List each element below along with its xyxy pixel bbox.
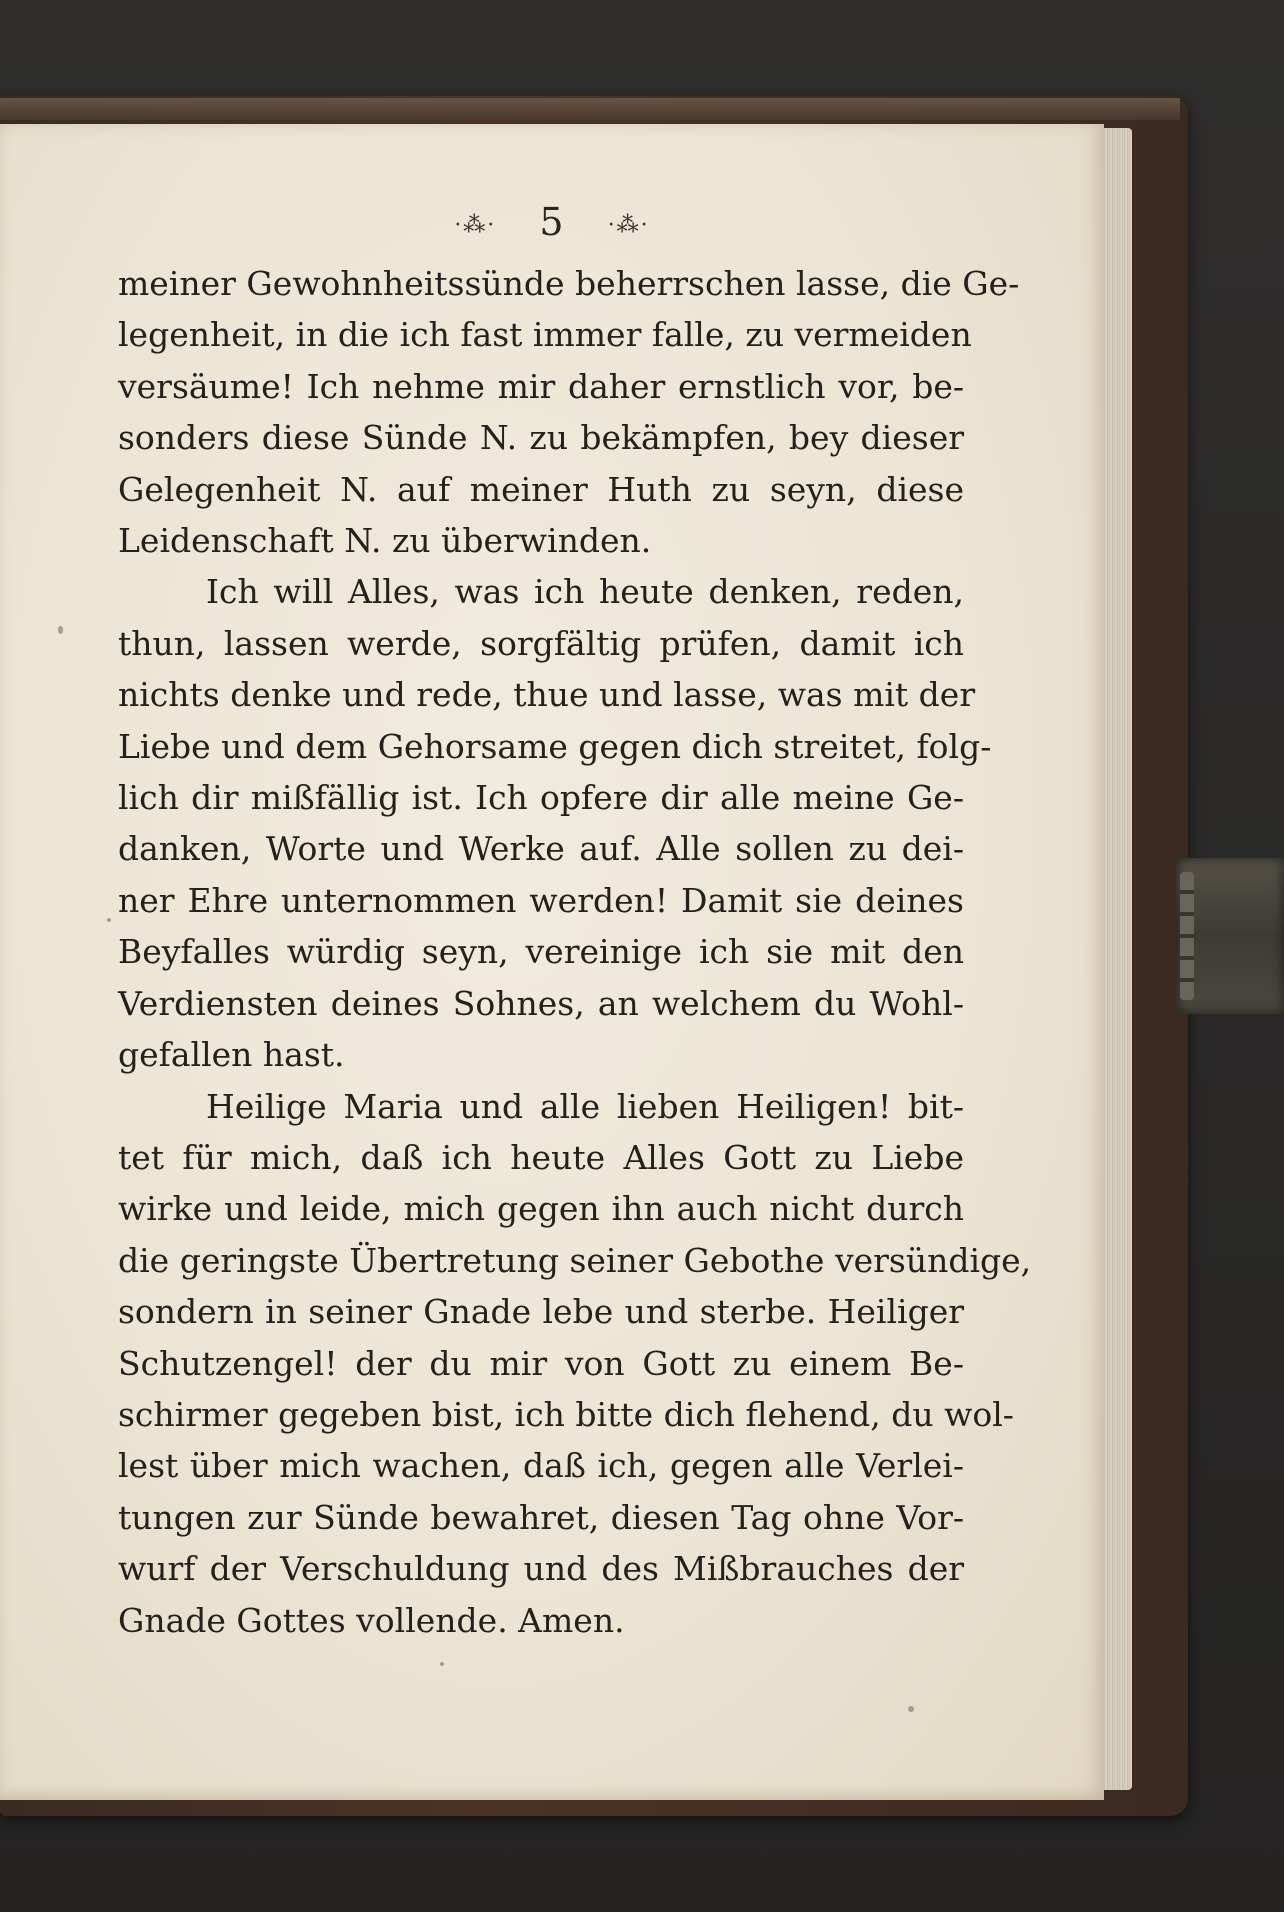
text-line: Verdiensten deines Sohnes, an welchem du Wohl-	[118, 983, 964, 1023]
text-line: Gelegenheit N. auf meiner Huth zu seyn, diese	[118, 469, 964, 509]
text-line: die geringste Übertretung seiner Gebothe versündige,	[118, 1240, 1032, 1280]
text-line: sondern in seiner Gnade lebe und sterbe. Heiliger	[118, 1292, 964, 1332]
page-body-text	[118, 258, 1032, 1646]
text-line: tet für mich, daß ich heute Alles Gott zu Liebe	[118, 1137, 964, 1177]
text-line: Beyfalles würdig seyn, vereinige ich sie mit den	[118, 932, 964, 972]
text-line: lest über mich wachen, daß ich, gegen alle Verlei-	[118, 1446, 964, 1486]
text-line: schirmer gegeben bist, ich bitte dich flehend, du wol-	[118, 1394, 1014, 1434]
ornament-left-icon: ·⁂·	[454, 213, 497, 238]
text-line: nichts denke und rede, thue und lasse, was mit der	[118, 675, 976, 715]
book-cover-edge	[0, 98, 1180, 120]
text-line: gefallen hast.	[118, 1035, 345, 1075]
text-line: Heilige Maria und alle lieben Heiligen! bit-	[206, 1086, 964, 1126]
text-line: wirke und leide, mich gegen ihn auch nicht durch	[118, 1189, 964, 1229]
text-line: sonders diese Sünde N. zu bekämpfen, bey dieser	[118, 418, 964, 458]
text-line: tungen zur Sünde bewahret, diesen Tag ohne Vor-	[118, 1497, 964, 1537]
text-line: Ich will Alles, was ich heute denken, reden,	[206, 572, 964, 612]
text-line: legenheit, in die ich fast immer falle, zu vermeiden	[118, 315, 972, 355]
page-header	[0, 200, 1104, 244]
paper-speck	[58, 626, 63, 634]
text-line: wurf der Verschuldung und des Mißbrauches der	[118, 1549, 964, 1589]
paper-speck	[908, 1706, 914, 1712]
paper-speck	[440, 1662, 444, 1666]
ornament-right-icon: ·⁂·	[607, 213, 650, 238]
clasp-hinge	[1180, 872, 1194, 1000]
text-line: Schutzengel! der du mir von Gott zu einem Be-	[118, 1343, 964, 1383]
text-line: lich dir mißfällig ist. Ich opfere dir alle meine Ge-	[118, 778, 964, 818]
text-line: meiner Gewohnheitssünde beherrschen lasse, die Ge-	[118, 264, 1020, 303]
text-line: Leidenschaft N. zu überwinden.	[118, 521, 652, 561]
text-line: thun, lassen werde, sorgfältig prüfen, damit ich	[118, 623, 964, 663]
page-number: 5	[539, 200, 565, 244]
text-line: versäume! Ich nehme mir daher ernstlich vor, be-	[118, 366, 964, 406]
text-line: Liebe und dem Gehorsame gegen dich streitet, folg-	[118, 726, 992, 766]
text-line: danken, Worte und Werke auf. Alle sollen zu dei-	[118, 829, 964, 869]
paper-speck	[107, 918, 111, 922]
text-line: ner Ehre unternommen werden! Damit sie deines	[118, 880, 964, 920]
text-line: Gnade Gottes vollende. Amen.	[118, 1600, 625, 1640]
